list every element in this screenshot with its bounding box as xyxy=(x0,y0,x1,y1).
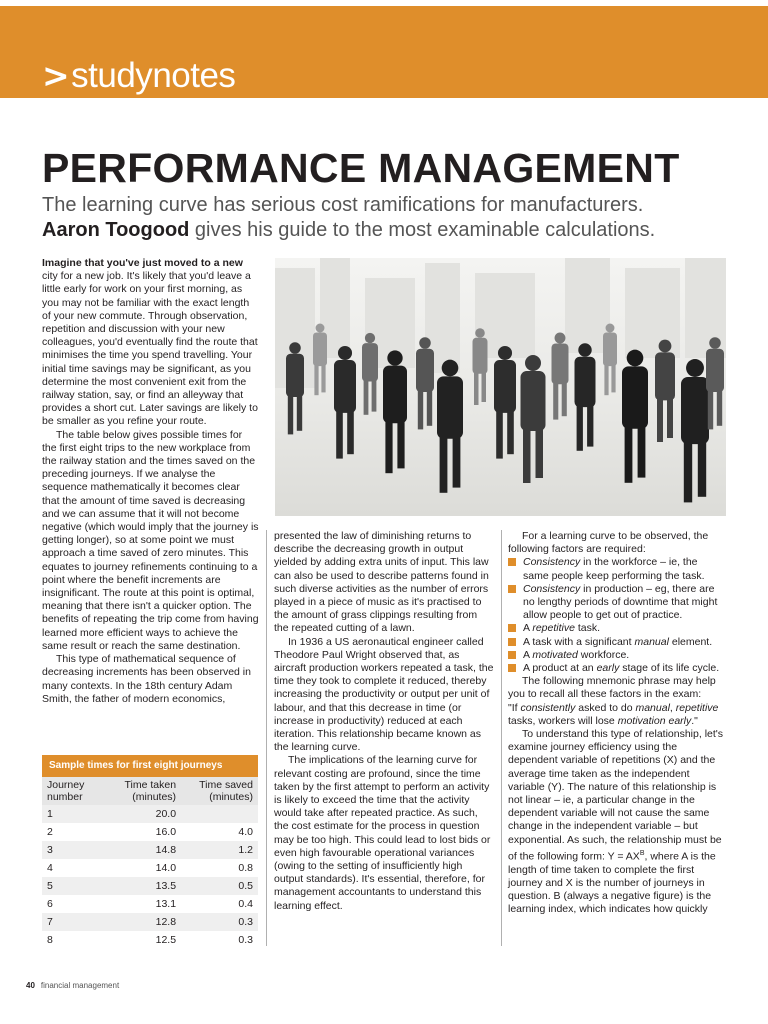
person-leg xyxy=(717,390,722,426)
table-cell: 3 xyxy=(42,841,105,859)
emphasis: repetitive xyxy=(532,622,575,635)
table-cell: 14.8 xyxy=(105,841,181,859)
person-head xyxy=(555,333,566,344)
person-head xyxy=(475,328,485,338)
person-head xyxy=(387,350,402,365)
page-number: 40 xyxy=(26,981,35,990)
person-leg xyxy=(523,428,531,483)
standfirst-line2: gives his guide to the most examinable calculations. xyxy=(189,219,656,241)
item-text: stage of its life cycle. xyxy=(619,662,720,675)
table-cell: 0.5 xyxy=(181,877,258,895)
bullet-square-icon xyxy=(508,585,516,593)
item-text: workforce. xyxy=(577,648,630,661)
person-torso xyxy=(313,332,327,366)
bullet-square-icon xyxy=(508,638,516,646)
person-leg xyxy=(314,364,318,395)
person-head xyxy=(686,359,704,377)
person-head xyxy=(316,324,325,333)
person-leg xyxy=(604,364,608,395)
person-torso xyxy=(706,349,724,392)
person-leg xyxy=(625,426,633,483)
mnemonic-quote xyxy=(508,702,726,728)
quote-text: "If xyxy=(508,701,521,714)
person-head xyxy=(442,360,459,377)
section-word-notes: notes xyxy=(152,56,236,95)
table-cell: 7 xyxy=(42,913,105,931)
person-head xyxy=(525,355,541,371)
person-leg xyxy=(288,395,293,435)
paragraph: presented the law of diminishing returns to describe the decreasing growth in output yielded by adding extra units of input. This law can also be used to describe patterns found in such diverse activities as the number of errors played in a piece of music as it's practised to the amount of grass clippings resulting from the repeated cutting of a lawn. xyxy=(274,530,489,635)
person-leg xyxy=(297,395,302,431)
list-item xyxy=(508,583,726,623)
person-leg xyxy=(684,441,692,503)
table-row xyxy=(42,877,258,895)
bullet-square-icon xyxy=(508,558,516,566)
page-footer xyxy=(26,981,119,990)
person-torso xyxy=(521,371,546,431)
table-cell: 0.4 xyxy=(181,895,258,913)
standfirst-line1: The learning curve has serious cost ramifications for manufacturers. xyxy=(42,194,644,216)
item-text: element. xyxy=(668,635,713,648)
person-torso xyxy=(383,366,407,424)
item-text: A task with a significant xyxy=(523,635,635,648)
person-leg xyxy=(496,410,503,458)
table-row xyxy=(42,841,258,859)
commuters-photo xyxy=(275,258,726,516)
person-torso xyxy=(622,366,648,428)
table-cell: 13.5 xyxy=(105,877,181,895)
person-head xyxy=(606,324,615,333)
table-cell: 13.1 xyxy=(105,895,181,913)
item-text: A xyxy=(523,622,533,635)
table-cell: 12.8 xyxy=(105,913,181,931)
person-torso xyxy=(334,360,356,413)
table-row xyxy=(42,913,258,931)
paragraph: This type of mathematical sequence of decreasing increments has been observed in many contexts. In the 18th century Adam Smith, the father of modern economics, xyxy=(42,653,251,705)
item-text: A xyxy=(523,648,533,661)
person-head xyxy=(419,337,431,349)
col-header: Journey number xyxy=(42,777,105,805)
section-tag xyxy=(42,52,235,100)
person-head xyxy=(498,346,512,360)
person-leg xyxy=(667,398,673,438)
building-shape xyxy=(625,268,680,358)
emphasis: consistently xyxy=(520,701,576,714)
emphasis: motivated xyxy=(532,648,578,661)
person-head xyxy=(659,340,672,353)
person-leg xyxy=(708,390,713,430)
emphasis: Consistency xyxy=(523,556,581,569)
emphasis: manual xyxy=(635,701,670,714)
person-torso xyxy=(286,354,304,397)
person-leg xyxy=(657,398,663,442)
table-cell: 1 xyxy=(42,805,105,823)
section-banner xyxy=(0,6,768,98)
person-head xyxy=(365,333,375,343)
col-header: Time saved (minutes) xyxy=(181,777,258,805)
data-table xyxy=(42,777,258,949)
person-leg xyxy=(427,390,432,426)
paragraph-text: , where A is the length of time taken to complete the first journey and X is the number of journeys in question. B (always a negative figure) is the learning index, which indicates how quickly xyxy=(508,850,716,916)
list-item xyxy=(508,622,726,635)
table-cell: 2 xyxy=(42,823,105,841)
person-leg xyxy=(611,364,615,392)
paragraph: In 1936 a US aeronautical engineer called Theodore Paul Wright observed that, as aircraft production workers repeated a task, the time they took to complete it reduced, thereby increasing the productivity or output per unit of labour, and that this decrease in time (or increase in productivity) reduced at each iteration. This relationship became known as the learning curve. xyxy=(274,635,494,754)
item-text: in production – eg, there are no lengthy periods of downtime that might allow people to get out of practice. xyxy=(523,582,718,622)
emphasis: Consistency xyxy=(523,582,581,595)
person-torso xyxy=(494,360,516,413)
exponent: B xyxy=(639,849,645,857)
person-leg xyxy=(474,372,479,405)
table-row xyxy=(42,823,258,841)
table-title: Sample times for first eight journeys xyxy=(42,755,258,777)
person-leg xyxy=(336,410,343,458)
person-torso xyxy=(603,332,617,366)
column-rule xyxy=(266,530,267,946)
person-torso xyxy=(362,343,378,381)
person-leg xyxy=(587,405,593,447)
table-cell: 0.3 xyxy=(181,931,258,949)
factors-list xyxy=(508,556,726,675)
table-cell: 4.0 xyxy=(181,823,258,841)
person-leg xyxy=(553,382,558,419)
person-head xyxy=(709,337,721,349)
table-cell: 12.5 xyxy=(105,931,181,949)
person-torso xyxy=(552,343,569,384)
person-leg xyxy=(385,420,392,473)
quote-text: , xyxy=(669,701,676,714)
person-leg xyxy=(321,364,325,392)
item-text: A product at an xyxy=(523,662,597,675)
paragraph: For a learning curve to be observed, the following factors are required: xyxy=(508,530,709,556)
footer-section: financial management xyxy=(40,981,120,990)
list-item xyxy=(508,662,726,675)
person-head xyxy=(627,350,644,367)
emphasis: motivation early xyxy=(617,714,692,727)
section-arrow: > xyxy=(42,56,70,95)
table-cell: 4 xyxy=(42,859,105,877)
person-leg xyxy=(536,428,544,478)
person-leg xyxy=(347,410,354,454)
article-standfirst xyxy=(42,193,742,243)
section-word-study: study xyxy=(71,56,153,95)
paragraph-text: To understand this type of relationship, let's examine journey efficiency using the dependent variable of repetitions (X) and the average time taken as the independent variable (Y). The nature of this relationship is not linear – ie, a particular change in the dependent variable will not cause the same change in the independent variable – but exponential. As such, the relationship must be of the following form: Y = AX xyxy=(508,728,724,863)
emphasis: manual xyxy=(634,635,669,648)
person-leg xyxy=(482,372,487,402)
person-head xyxy=(338,346,352,360)
paragraph-text: city for a new job. It's likely that you'd leave a little early for work on your first morning, as you may not be familiar with the exact length of your new commute. Through observation, repetition and discussion with your new colleagues, you'd eventually find the route that minimises the time you spend travelling. Your initial time savings may be significant, as you determine the most convenient exit from the railway station, say, or find an alleyway that provides a short cut. Later savings are likely to be smaller as you refine your route. xyxy=(42,270,258,428)
paragraph: The following mnemonic phrase may help you to recall all these factors in the exam: xyxy=(508,675,716,701)
table-cell: 0.3 xyxy=(181,913,258,931)
author-name: Aaron Toogood xyxy=(42,219,190,241)
person-leg xyxy=(372,380,377,412)
list-item xyxy=(508,556,726,582)
quote-text: asked to do xyxy=(575,701,636,714)
paragraph xyxy=(508,728,726,916)
lead-in: Imagine that you've just moved to a new xyxy=(42,257,243,269)
person-head xyxy=(289,342,301,354)
list-item xyxy=(508,649,726,662)
person-torso xyxy=(681,377,709,444)
person-torso xyxy=(473,338,488,374)
person-leg xyxy=(698,441,706,497)
col-header: Time taken (minutes) xyxy=(105,777,181,805)
paragraph: The table below gives possible times for the first eight trips to the new workplace from the railway station and the times saved on the preceding journeys. If we analyse the sequence mathematically it becomes clear that the amount of time saved is decreasing and we can assume that it will not become negative (which would imply that the journey is getting longer), so at some point we must approach a time saved of zero minutes. This equates to journey refinements continuing to a point where the benefit increments are insignificant. The route at this point is optimal, meaning that there isn't a quicker option. The benefits of repeating the trip come from having learned more efficient ways to achieve the same result or reach the same destination. xyxy=(42,428,259,652)
table-cell: 16.0 xyxy=(105,823,181,841)
person-leg xyxy=(453,436,461,488)
person-leg xyxy=(364,380,369,415)
table-cell: 8 xyxy=(42,931,105,949)
column-rule xyxy=(501,530,502,946)
crowd-illustration xyxy=(275,258,726,516)
table-cell: 0.8 xyxy=(181,859,258,877)
table-row xyxy=(42,895,258,913)
person-torso xyxy=(655,352,675,400)
article-headline: PERFORMANCE MANAGEMENT xyxy=(42,145,680,191)
table-row xyxy=(42,859,258,877)
table-row xyxy=(42,805,258,823)
bullet-square-icon xyxy=(508,651,516,659)
person-leg xyxy=(507,410,514,454)
item-text: in the workforce – ie, the same people keep performing the task. xyxy=(523,556,705,582)
quote-text: ." xyxy=(691,714,698,727)
person-head xyxy=(578,343,591,356)
table-cell: 1.2 xyxy=(181,841,258,859)
person-torso xyxy=(575,357,596,407)
table-cell: 5 xyxy=(42,877,105,895)
column-1 xyxy=(42,257,259,706)
person-torso xyxy=(416,349,434,392)
person-torso xyxy=(437,376,463,438)
person-leg xyxy=(577,405,583,451)
emphasis: early xyxy=(596,662,620,675)
table-cell: 6 xyxy=(42,895,105,913)
column-2 xyxy=(274,530,494,913)
paragraph xyxy=(42,257,259,429)
column-3 xyxy=(508,530,726,916)
person-leg xyxy=(440,436,448,493)
quote-text: tasks, workers will lose xyxy=(508,714,618,727)
paragraph: The implications of the learning curve for relevant costing are profound, since the time taken by the first attempt to perform an activity is likely to exceed the time that the activity would take after repeated practice. As such, the cost estimate for the process in question may be too high. This could lead to lost bids or even high favourable operational variances (owing to the setting of insufficiently high output standards). It's essential, therefore, for management accountants to understand this learning effect. xyxy=(274,754,491,912)
person-leg xyxy=(638,426,646,478)
table-row xyxy=(42,931,258,949)
list-item xyxy=(508,636,726,649)
table-cell: 20.0 xyxy=(105,805,181,823)
table-cell xyxy=(181,805,258,823)
sample-times-table xyxy=(42,755,258,949)
bullet-square-icon xyxy=(508,664,516,672)
table-cell: 14.0 xyxy=(105,859,181,877)
emphasis: repetitive xyxy=(675,701,719,714)
bullet-square-icon xyxy=(508,624,516,632)
person-leg xyxy=(418,390,423,430)
person-leg xyxy=(397,420,404,468)
item-text: task. xyxy=(574,622,601,635)
person-leg xyxy=(562,382,567,416)
